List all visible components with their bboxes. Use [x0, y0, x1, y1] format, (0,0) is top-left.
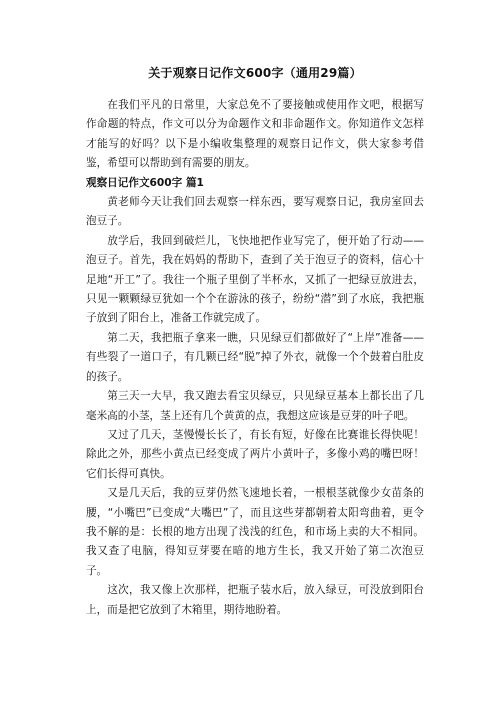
- body-paragraph: 第三天一大早，我又跑去看宝贝绿豆，只见绿豆基本上都长出了几毫米高的小茎，茎上还有几个黄黄的点，我想这应该是豆芽的叶子吧。: [86, 390, 424, 422]
- body-paragraph: 黄老师今天让我们回去观察一样东西，要写观察日记，我房室回去泡豆子。: [86, 196, 424, 228]
- body-paragraph: 这次，我又像上次那样，把瓶子装水后，放入绿豆，可没放到阳台上，而是把它放到了木箱里，期待地盼着。: [86, 584, 424, 616]
- body-paragraph: 放学后，我回到破烂儿，飞快地把作业写完了，便开始了行动——泡豆子。首先，我在妈妈的帮助下，查到了关于泡豆子的资料，信心十足地“开工”了。我往一个瓶子里倒了半杯水，又抓了一把绿豆放进去，只见一颗颗绿豆犹如一个个在游泳的孩子，纷纷“潜”到了水底，我把瓶子放到了阳台上，准备工作就完成了。: [86, 234, 424, 325]
- document-title: 关于观察日记作文600字（通用29篇）: [148, 66, 362, 80]
- section-heading: 观察日记作文600字 篇1: [86, 176, 204, 189]
- body-paragraph: 又过了几天，茎慢慢长长了，有长有短，好像在比赛谁长得快呢！除此之外，那些小黄点已经变成了两片小黄叶子，多像小鸡的嘴巴呀！它们长得可真快。: [86, 428, 424, 480]
- intro-paragraph: 在我们平凡的日常里，大家总免不了要接触或使用作文吧，根据写作命题的特点，作文可以分为命题作文和非命题作文。你知道作文怎样才能写的好吗？以下是小编收集整理的观察日记作文，供大家参考借鉴，希望可以帮助到有需要的朋友。: [86, 99, 424, 170]
- body-paragraph: 第二天，我把瓶子拿来一瞧，只见绿豆们都做好了“上岸”准备——有些裂了一道口子，有几颗已经“脱”掉了外衣，就像一个个鼓着白肚皮的孩子。: [86, 331, 424, 383]
- body-paragraph: 又是几天后，我的豆芽仍然飞速地长着，一根根茎就像少女苗条的腰，“小嘴巴”已变成“大嘴巴”了，而且这些芽都朝着太阳弯曲着，更令我不解的是：长根的地方出现了浅浅的红色，和市场上卖的大不相同。我又查了电脑，得知豆芽要在暗的地方生长，我又开始了第二次泡豆子。: [86, 487, 424, 577]
